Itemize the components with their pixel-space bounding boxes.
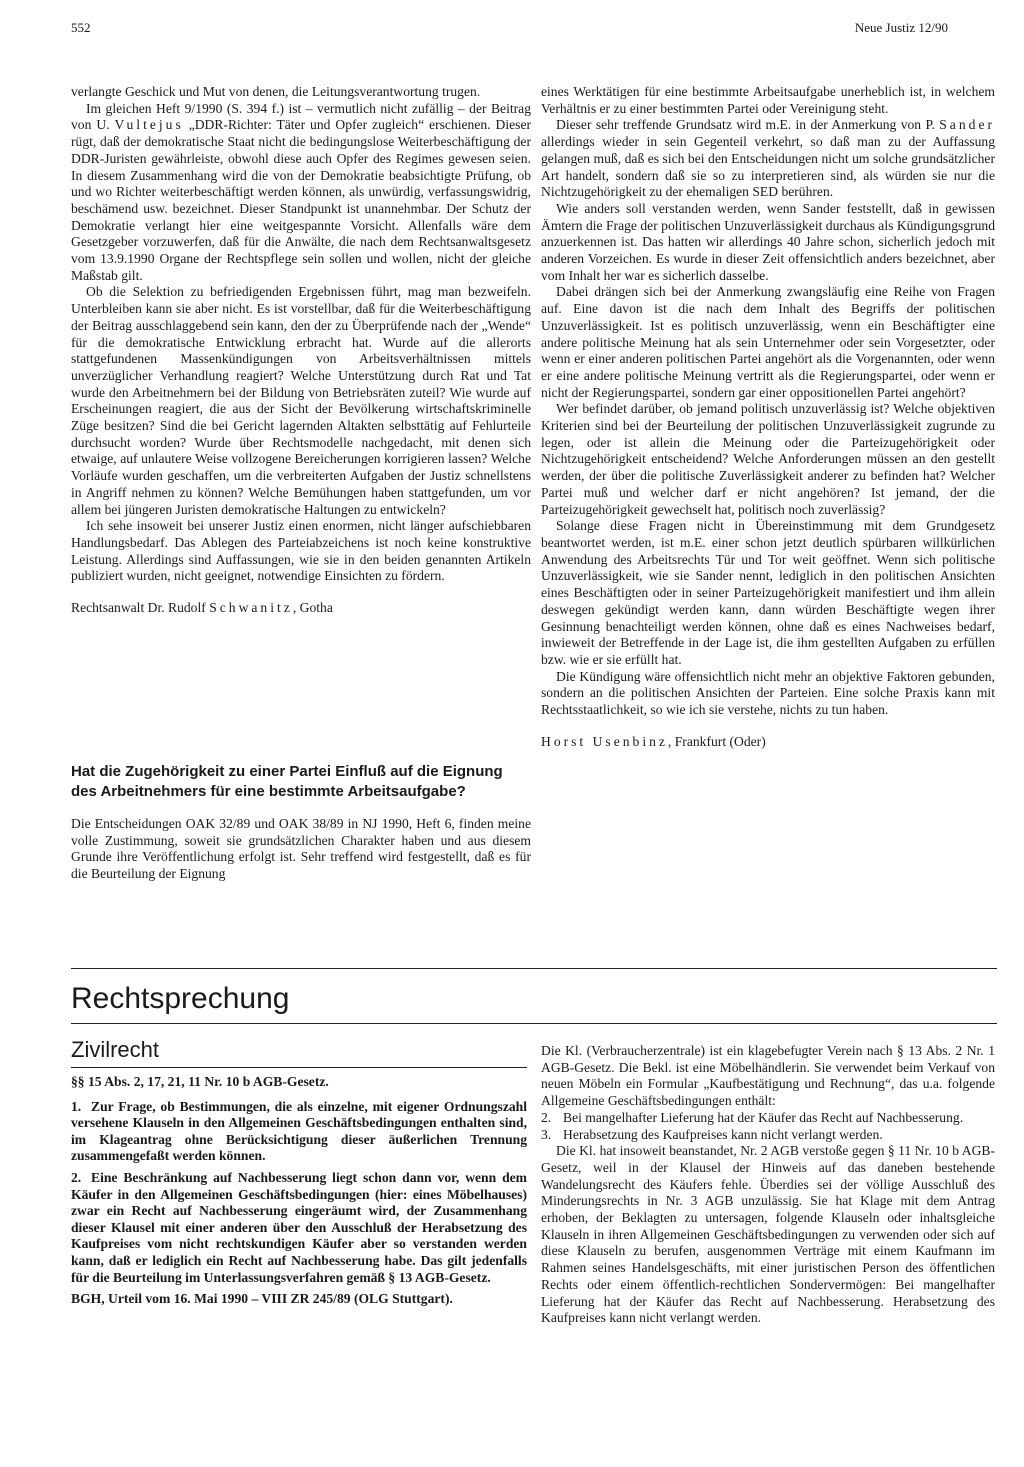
case-paragraph: Die Kl. hat insoweit beanstandet, Nr. 2 AGB verstoße gegen § 11 Nr. 10 b AGB-Gesetz, weil in der Klausel der Hinweis auf das daneben bestehende Wandelungsrecht des Käufers fehle. Überdies sei der völlige Ausschluß des Minderungsrechts in Nr. 3 AGB unzulässig. Sie hat Klage mit dem Antrag erhoben, der Beklagten zu untersagen, folgende Klauseln oder inhaltsgleiche Klauseln in ihren Allgemeinen Geschäftsbedingungen zu verwenden oder sich auf diese Klauseln zu berufen, ausgenommen Verträge mit einem Kaufmann im Rahmen seines Handelsgeschäfts, mit einer juristischen Person des öffentlichen Rechts oder einem öffentlich-rechtlichen Sondervermögen: Bei mangelhafter Lieferung hat der Käufer das Recht auf Nachbesserung. Herabsetzung des Kaufpreises kann nicht verlangt werden. (541, 1143, 995, 1326)
page-number: 552 (71, 20, 91, 35)
letter2-paragraph: Solange diese Fragen nicht in Übereinstimmung mit dem Grundgesetz beantwortet werden, ist m.E. einer schon jetzt deutlich spürbaren willkürlichen Anwendung des Arbeitsrechts Tür und Tor weit geöffnet. Wenn sich politische Unzuverlässigkeit, wie sie Sander nennt, lediglich in den politischen Ansichten eines Beschäftigten oder in seiner Parteizugehörigkeit manifestiert und ihm allein deswegen gekündigt werden kann, dann würden Beschäftigte wegen ihrer Gesinnung benachteiligt werden können, ohne daß es eines Nachweises bedarf, inwieweit der Betreffende in der Lage ist, die ihm gestellten Aufgaben zu erfüllen bzw. wie er sie erfüllt hat. (541, 518, 995, 667)
letter2-column (541, 84, 995, 750)
case-court: BGH, Urteil vom 16. Mai 1990 – VIII ZR 245/89 (OLG Stuttgart). (71, 1291, 453, 1307)
letter1-paragraph: Ich sehe insoweit bei unserer Justiz einen enormen, nicht länger aufschiebbaren Handlungsbedarf. Das Ablegen des Parteiabzeichens ist noch keine konstruktive Leistung. Allerdings sind Auffassungen, wie sie in den beiden genannten Artikeln publiziert wurden, nicht geeignet, notwendige Einsichten zu fördern. (71, 518, 531, 584)
case-headnote (71, 1074, 527, 1313)
case-norm: §§ 15 Abs. 2, 17, 21, 11 Nr. 10 b AGB-Gesetz. (71, 1074, 329, 1089)
letter1-paragraph: Ob die Selektion zu befriedigenden Ergebnissen führt, mag man bezweifeln. Unterbleiben kann sie aber nicht. Es ist vorstellbar, daß für die Weiterbeschäftigung der Beitrag ausschlaggebend sein kann, den der zu Überprüfende nach der „Wende“ für die demokratische Entwicklung erbracht hat. Wurde auf die allerorts stattgefundenen Massenkündigungen von Arbeitsverhältnissen mittels unverzüglicher Verhandlung reagiert? Welche Unterstützung durch Rat und Tat wurde den Arbeitnehmern bei der Bildung von Betriebsräten zuteil? Wie wurde auf Erscheinungen reagiert, die aus der Sicht der Bevölkerung wirtschaftskriminelle Züge besitzen? Sind die bei Gericht lagernden Altakten selbsttätig auf Fehlurteile durchsucht worden? Wurde über Rechtsmodelle nachgedacht, mit denen sich etwaige, auf unlautere Weise vollzogene Bereicherungen korrigieren lassen? Welche Vorläufe wurden geschaffen, um die verbreiterten Aufgaben der Justiz schnellstens in Angriff nehmen zu können? Welche Bemühungen haben stattgefunden, um vor allem bei jüngeren Juristen demokratische Haltungen zu entwickeln? (71, 284, 531, 517)
headnote-item: 2. Eine Beschränkung auf Nachbesserung liegt schon dann vor, wenn dem Käufer in den Allgemeinen Geschäftsbedingungen (hier: eines Möbelhauses) zwar ein Recht auf Nachbesserung eingeräumt wird, der Zusammenhang dieser Klausel mit einer anderen über den Ausschluß der Herabsetzung des Kaufpreises vom nicht rechtskundigen Käufer aber so verstanden werden kann, daß er lediglich ein Recht auf Nachbesserung habe. Das gilt jedenfalls für die Beurteilung im Unterlassungsverfahren gemäß § 13 AGB-Gesetz. (71, 1169, 527, 1285)
author-name: Sander (939, 117, 995, 133)
letter1-paragraph: Im gleichen Heft 9/1990 (S. 394 f.) ist – vermutlich nicht zufällig – der Beitrag von U. Vultejus „DDR-Richter: Täter und Opfer zugleich“ erschienen. Dieser rügt, daß der demokratische Staat nicht die bedingungslose Weiterbeschäftigung der DDR-Juristen gewährleiste, obwohl diese auch Opfer des Regimes gewesen seien. In diesem Zusammenhang wird die von der Demokratie beabsichtigte Prüfung, ob und wo Richter weiterbeschäftigt werden können, als unwürdig, verfassungswidrig, beschämend usw. bezeichnet. Dieser Standpunkt ist unannehmbar. Der Schutz der Demokratie verlangt hier eine weitgespannte Vorsicht. Allenfalls wäre dem Gesetzgeber vorzuwerfen, daß für die Anwälte, die nach dem Rechtsanwaltsgesetz vom 13.9.1990 Organe der Rechtspflege sein sollen und wollen, nicht der gleiche Maßstab gilt. (71, 100, 531, 283)
case-facts (541, 1043, 995, 1327)
letter2-paragraph: Die Kündigung wäre offensichtlich nicht mehr an objektive Faktoren gebunden, sondern an die politischen Ansichten der Parteien. Eine solche Praxis kann mit Rechtsstaatlichkeit, so wie ich sie verstehe, nichts zu tun haben. (541, 668, 995, 718)
letter2-paragraph: Dabei drängen sich bei der Anmerkung zwangsläufig eine Reihe von Fragen auf. Eine davon ist die nach dem Inhalt des Begriffs der politischen Unzuverlässigkeit. Ist es politisch unzuverlässig, wenn ein Beschäftigter eine andere politische Meinung hat als sein Unternehmer oder sein Vorgesetzter, oder wenn er einer anderen politischen Partei angehört als die Vorgenannten, oder wenn er eine andere politische Meinung vertritt als die Regierungspartei, oder wenn er nicht der Regierungspartei, sondern gar einer oppositionellen Partei angehört? (541, 284, 995, 400)
section-title: Rechtsprechung (71, 982, 290, 1015)
author-name: Vultejus (114, 117, 184, 133)
section-bottom-rule (71, 1023, 997, 1024)
subsection-rule (71, 1067, 527, 1068)
letter2-paragraph: Wer befindet darüber, ob jemand politisch unzuverlässig ist? Welche objektiven Kriterien sind bei der Beurteilung der politischen Unzuverlässigkeit zugrunde zu legen, oder ist allein die Meinung oder die Parteizugehörigkeit oder Nichtzugehörigkeit entscheidend? Welche Anforderungen müssen an den gestellt werden, der über die politische Zuverlässigkeit anderer zu befinden hat? Welcher Partei muß und welcher darf er nicht angehören? Ist jemand, der die Parteizugehörigkeit gewechselt hat, politisch noch zuverlässig? (541, 401, 995, 517)
section-top-rule (71, 968, 997, 969)
clause-item: 2. Bei mangelhafter Lieferung hat der Käufer das Recht auf Nachbesserung. (541, 1109, 964, 1125)
letter2-lede: Die Entscheidungen OAK 32/89 und OAK 38/89 in NJ 1990, Heft 6, finden meine volle Zustimmung, soweit sie grundsätzlichen Charakter haben und aus diesem Grunde ihre Veröffentlichung erfolgt ist. Sehr treffend wird festgestellt, daß es für die Beurteilung der Eignung (71, 816, 531, 882)
subsection-title: Zivilrecht (71, 1037, 160, 1062)
headnote-item: 1. Zur Frage, ob Bestimmungen, die als einzelne, mit eigener Ordnungszahl versehene Klauseln in den Allgemeinen Geschäftsbedingungen enthalten sind, im Klageantrag ohne Berücksichtigung dieser äußerlichen Trennung zusammengefaßt werden können. (71, 1098, 527, 1164)
case-paragraph: Die Kl. (Verbraucherzentrale) ist ein klagebefugter Verein nach § 13 Abs. 2 Nr. 1 AGB-Gesetz. Die Bekl. ist eine Möbelhändlerin. Sie verwendet beim Verkauf von neuen Möbeln ein Formular „Kaufbestätigung und Rechnung“, das u.a. folgende Allgemeine Geschäftsbedingungen enthält: (541, 1043, 995, 1109)
letter2-title: Hat die Zugehörigkeit zu einer Partei Einfluß auf die Eignung des Arbeitnehmers für eine bestimmte Arbeitsaufgabe? (71, 763, 503, 800)
letter2-paragraph: eines Werktätigen für eine bestimmte Arbeitsaufgabe unerheblich ist, in welchem Verhältnis er zu einer bestimmten Partei oder Vereinigung steht. (541, 84, 995, 116)
letter1-signature: Rechtsanwalt Dr. Rudolf Schwanitz, Gotha (71, 600, 333, 616)
letter2-intro (71, 762, 531, 883)
letter1-paragraph: verlangte Geschick und Mut von denen, die Leitungsverantwortung trugen. (71, 84, 481, 99)
clause-item: 3. Herabsetzung des Kaufpreises kann nicht verlangt werden. (541, 1126, 883, 1142)
letter2-paragraph: Dieser sehr treffende Grundsatz wird m.E. in der Anmerkung von P. Sander allerdings wieder in sein Gegenteil verkehrt, so daß man zu der Auffassung gelangen muß, daß es sich bei den Entscheidungen nicht um solche grundsätzlicher Art handelt, sondern daß sie so zu interpretieren sind, als würden sie nur die Nichtzugehörigkeit zu der ehemaligen SED berühren. (541, 117, 995, 200)
letter1-column (71, 84, 531, 617)
journal-issue: Neue Justiz 12/90 (854, 20, 948, 35)
letter2-paragraph: Wie anders soll verstanden werden, wenn Sander feststellt, daß in gewissen Ämtern die Frage der politischen Unzuverlässigkeit durchaus als Kündigungsgrund anzuerkennen ist. Das hatten wir allerdings 40 Jahre schon, sicherlich jedoch mit anderen Vorzeichen. Es wurde in dieser Zeit offensichtlich anders bezeichnet, aber vom Inhalt her war es sicherlich dasselbe. (541, 200, 995, 283)
letter2-signature: Horst Usenbinz, Frankfurt (Oder) (541, 733, 766, 749)
